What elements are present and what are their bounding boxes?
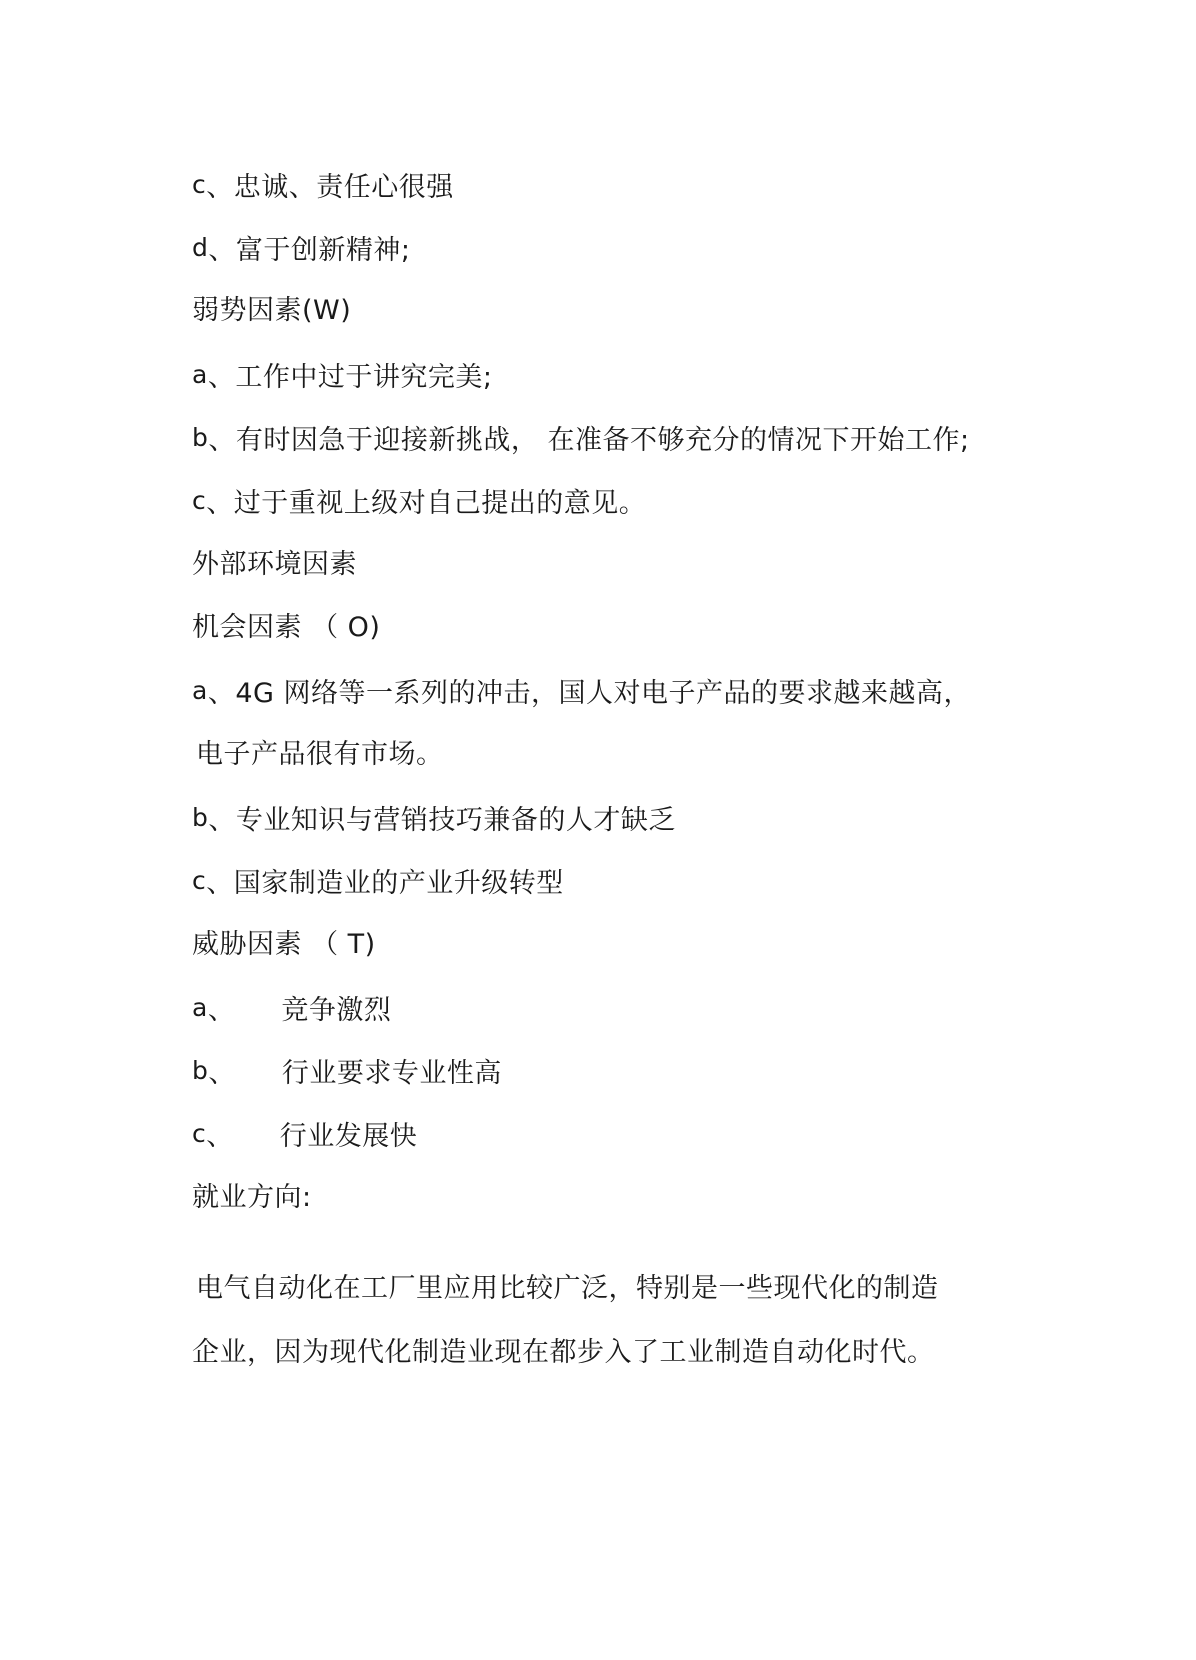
line-text: 、国家制造业的产业升级转型 [206, 868, 564, 899]
line-weakness-a [192, 358, 492, 395]
list-marker: d [192, 233, 209, 262]
line-text: 电气自动化在工厂里应用比较广泛，特别是一些现代化的制造 [196, 1273, 939, 1304]
list-marker: a [192, 993, 208, 1022]
paragraph-line-1 [196, 1272, 939, 1306]
list-separator: 、 [207, 995, 236, 1026]
heading-opportunity [192, 611, 380, 645]
line-weakness-b [192, 421, 970, 458]
list-marker: b [192, 1056, 209, 1085]
list-separator: 、 [208, 1058, 236, 1089]
heading-career-direction [192, 1181, 312, 1215]
line-text: 竞争激烈 [281, 995, 392, 1026]
line-text: 外部环境因素 [192, 549, 357, 580]
list-marker: b [192, 803, 209, 832]
line-strength-d [192, 231, 410, 268]
heading-threat [192, 928, 376, 962]
line-text: 就业方向: [192, 1182, 312, 1213]
line-text: 行业发展快 [279, 1121, 418, 1152]
line-text: 威胁因素 （ T) [192, 929, 376, 960]
line-text: 企业，因为现代化制造业现在都步入了工业制造自动化时代。 [192, 1337, 935, 1368]
line-text: 、过于重视上级对自己提出的意见。 [206, 488, 647, 519]
line-text: 、专业知识与营销技巧兼备的人才缺乏 [208, 805, 676, 836]
line-threat-b [192, 1054, 502, 1091]
heading-weakness [192, 294, 351, 328]
line-text: 行业要求专业性高 [281, 1058, 502, 1089]
line-text: 、有时因急于迎接新挑战， 在准备不够充分的情况下开始工作; [208, 425, 970, 456]
list-marker: c [192, 170, 207, 199]
line-opportunity-a-cont [196, 738, 444, 772]
list-marker: a [192, 676, 208, 705]
line-text: 、忠诚、责任心很强 [206, 172, 454, 203]
list-marker: c [192, 486, 207, 515]
heading-external-factors [192, 548, 357, 582]
line-text: 、工作中过于讲究完美; [207, 362, 493, 393]
list-separator: 、 [206, 1121, 234, 1152]
line-text: 弱势因素(W) [192, 295, 352, 326]
line-strength-c [192, 168, 454, 205]
line-threat-c [192, 1117, 417, 1154]
line-text: 、富于创新精神; [208, 235, 411, 266]
line-opportunity-c [192, 864, 564, 901]
list-marker: c [192, 866, 207, 895]
paragraph-line-2 [192, 1336, 935, 1370]
line-opportunity-b [192, 801, 676, 838]
list-marker: b [192, 423, 209, 452]
line-weakness-c [192, 484, 646, 521]
line-threat-a [192, 991, 391, 1028]
line-text: 机会因素 （ O) [192, 612, 381, 643]
list-marker: c [192, 1119, 207, 1148]
line-text: 电子产品很有市场。 [196, 739, 444, 770]
line-opportunity-a [192, 674, 971, 711]
list-marker: a [192, 360, 208, 389]
line-text: 、4G 网络等一系列的冲击，国人对电子产品的要求越来越高， [207, 678, 972, 709]
